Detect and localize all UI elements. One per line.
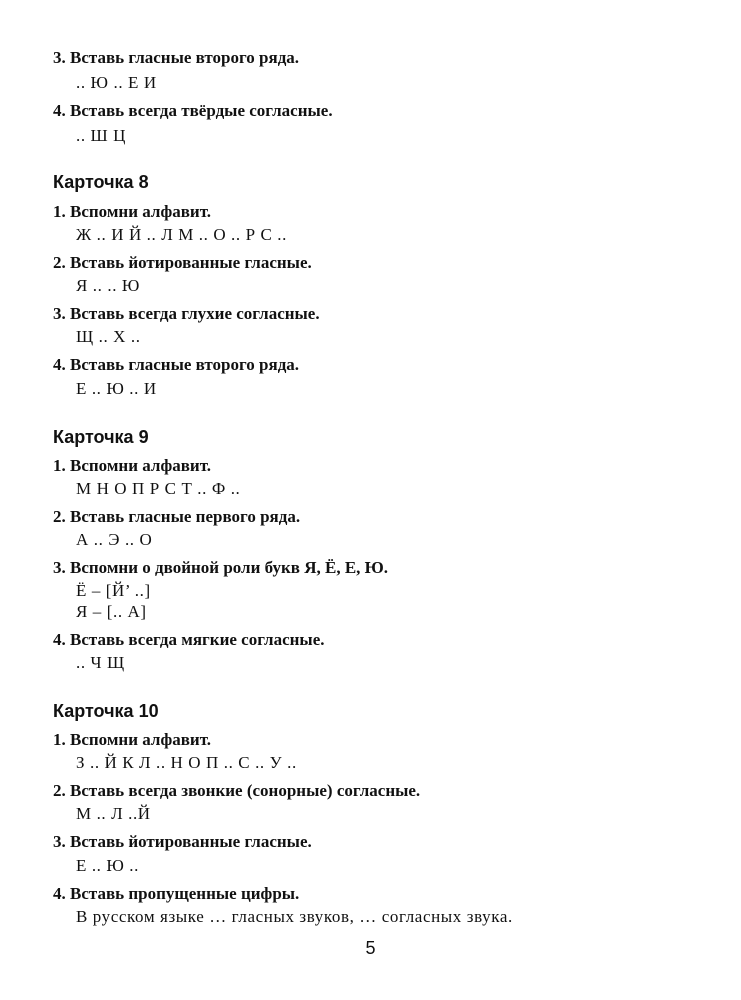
task-prompt: 3. Вставь гласные второго ряда. bbox=[53, 48, 300, 67]
task-prompt: 3. Вставь всегда глухие согласные. bbox=[53, 304, 320, 323]
task-answer: Е .. Ю .. И bbox=[76, 379, 157, 398]
task-prompt: 4. Вставь пропущенные цифры. bbox=[53, 884, 300, 903]
task-answer: В русском языке … гласных звуков, … согласных звука. bbox=[76, 907, 513, 926]
task-answer: .. Ч Щ bbox=[76, 653, 125, 672]
task-prompt: 4. Вставь гласные второго ряда. bbox=[53, 355, 300, 374]
page-number: 5 bbox=[365, 938, 376, 958]
task-prompt: 2. Вставь всегда звонкие (сонорные) согласные. bbox=[53, 781, 421, 800]
task-answer: З .. Й К Л .. Н О П .. С .. У .. bbox=[76, 753, 297, 772]
card-9-title: Карточка 9 bbox=[53, 427, 149, 447]
task-answer: М Н О П Р С Т .. Ф .. bbox=[76, 479, 241, 498]
task-prompt: 3. Вспомни о двойной роли букв Я, Ё, Е, Ю. bbox=[53, 558, 389, 577]
task-answer: .. Ю .. Е И bbox=[76, 73, 157, 92]
task-prompt: 1. Вспомни алфавит. bbox=[53, 202, 212, 221]
task-prompt: 3. Вставь йотированные гласные. bbox=[53, 832, 312, 851]
task-prompt: 4. Вставь всегда твёрдые согласные. bbox=[53, 101, 333, 120]
task-answer: Щ .. Х .. bbox=[76, 327, 141, 346]
card-10-title: Карточка 10 bbox=[53, 701, 159, 721]
task-answer: .. Ш Ц bbox=[76, 126, 127, 145]
task-prompt: 1. Вспомни алфавит. bbox=[53, 730, 212, 749]
task-answer: Я – [.. А] bbox=[76, 602, 147, 621]
task-answer: Ж .. И Й .. Л М .. О .. Р С .. bbox=[76, 225, 288, 244]
card-8-title: Карточка 8 bbox=[53, 172, 149, 192]
task-answer: А .. Э .. О bbox=[76, 530, 153, 549]
task-answer: Е .. Ю .. bbox=[76, 856, 140, 875]
task-prompt: 2. Вставь йотированные гласные. bbox=[53, 253, 312, 272]
task-prompt: 1. Вспомни алфавит. bbox=[53, 456, 212, 475]
task-answer: Ё – [Й’ ..] bbox=[76, 581, 151, 600]
task-prompt: 2. Вставь гласные первого ряда. bbox=[53, 507, 301, 526]
task-answer: Я .. .. Ю bbox=[76, 276, 140, 295]
task-prompt: 4. Вставь всегда мягкие согласные. bbox=[53, 630, 325, 649]
task-answer: М .. Л ..Й bbox=[76, 804, 151, 823]
